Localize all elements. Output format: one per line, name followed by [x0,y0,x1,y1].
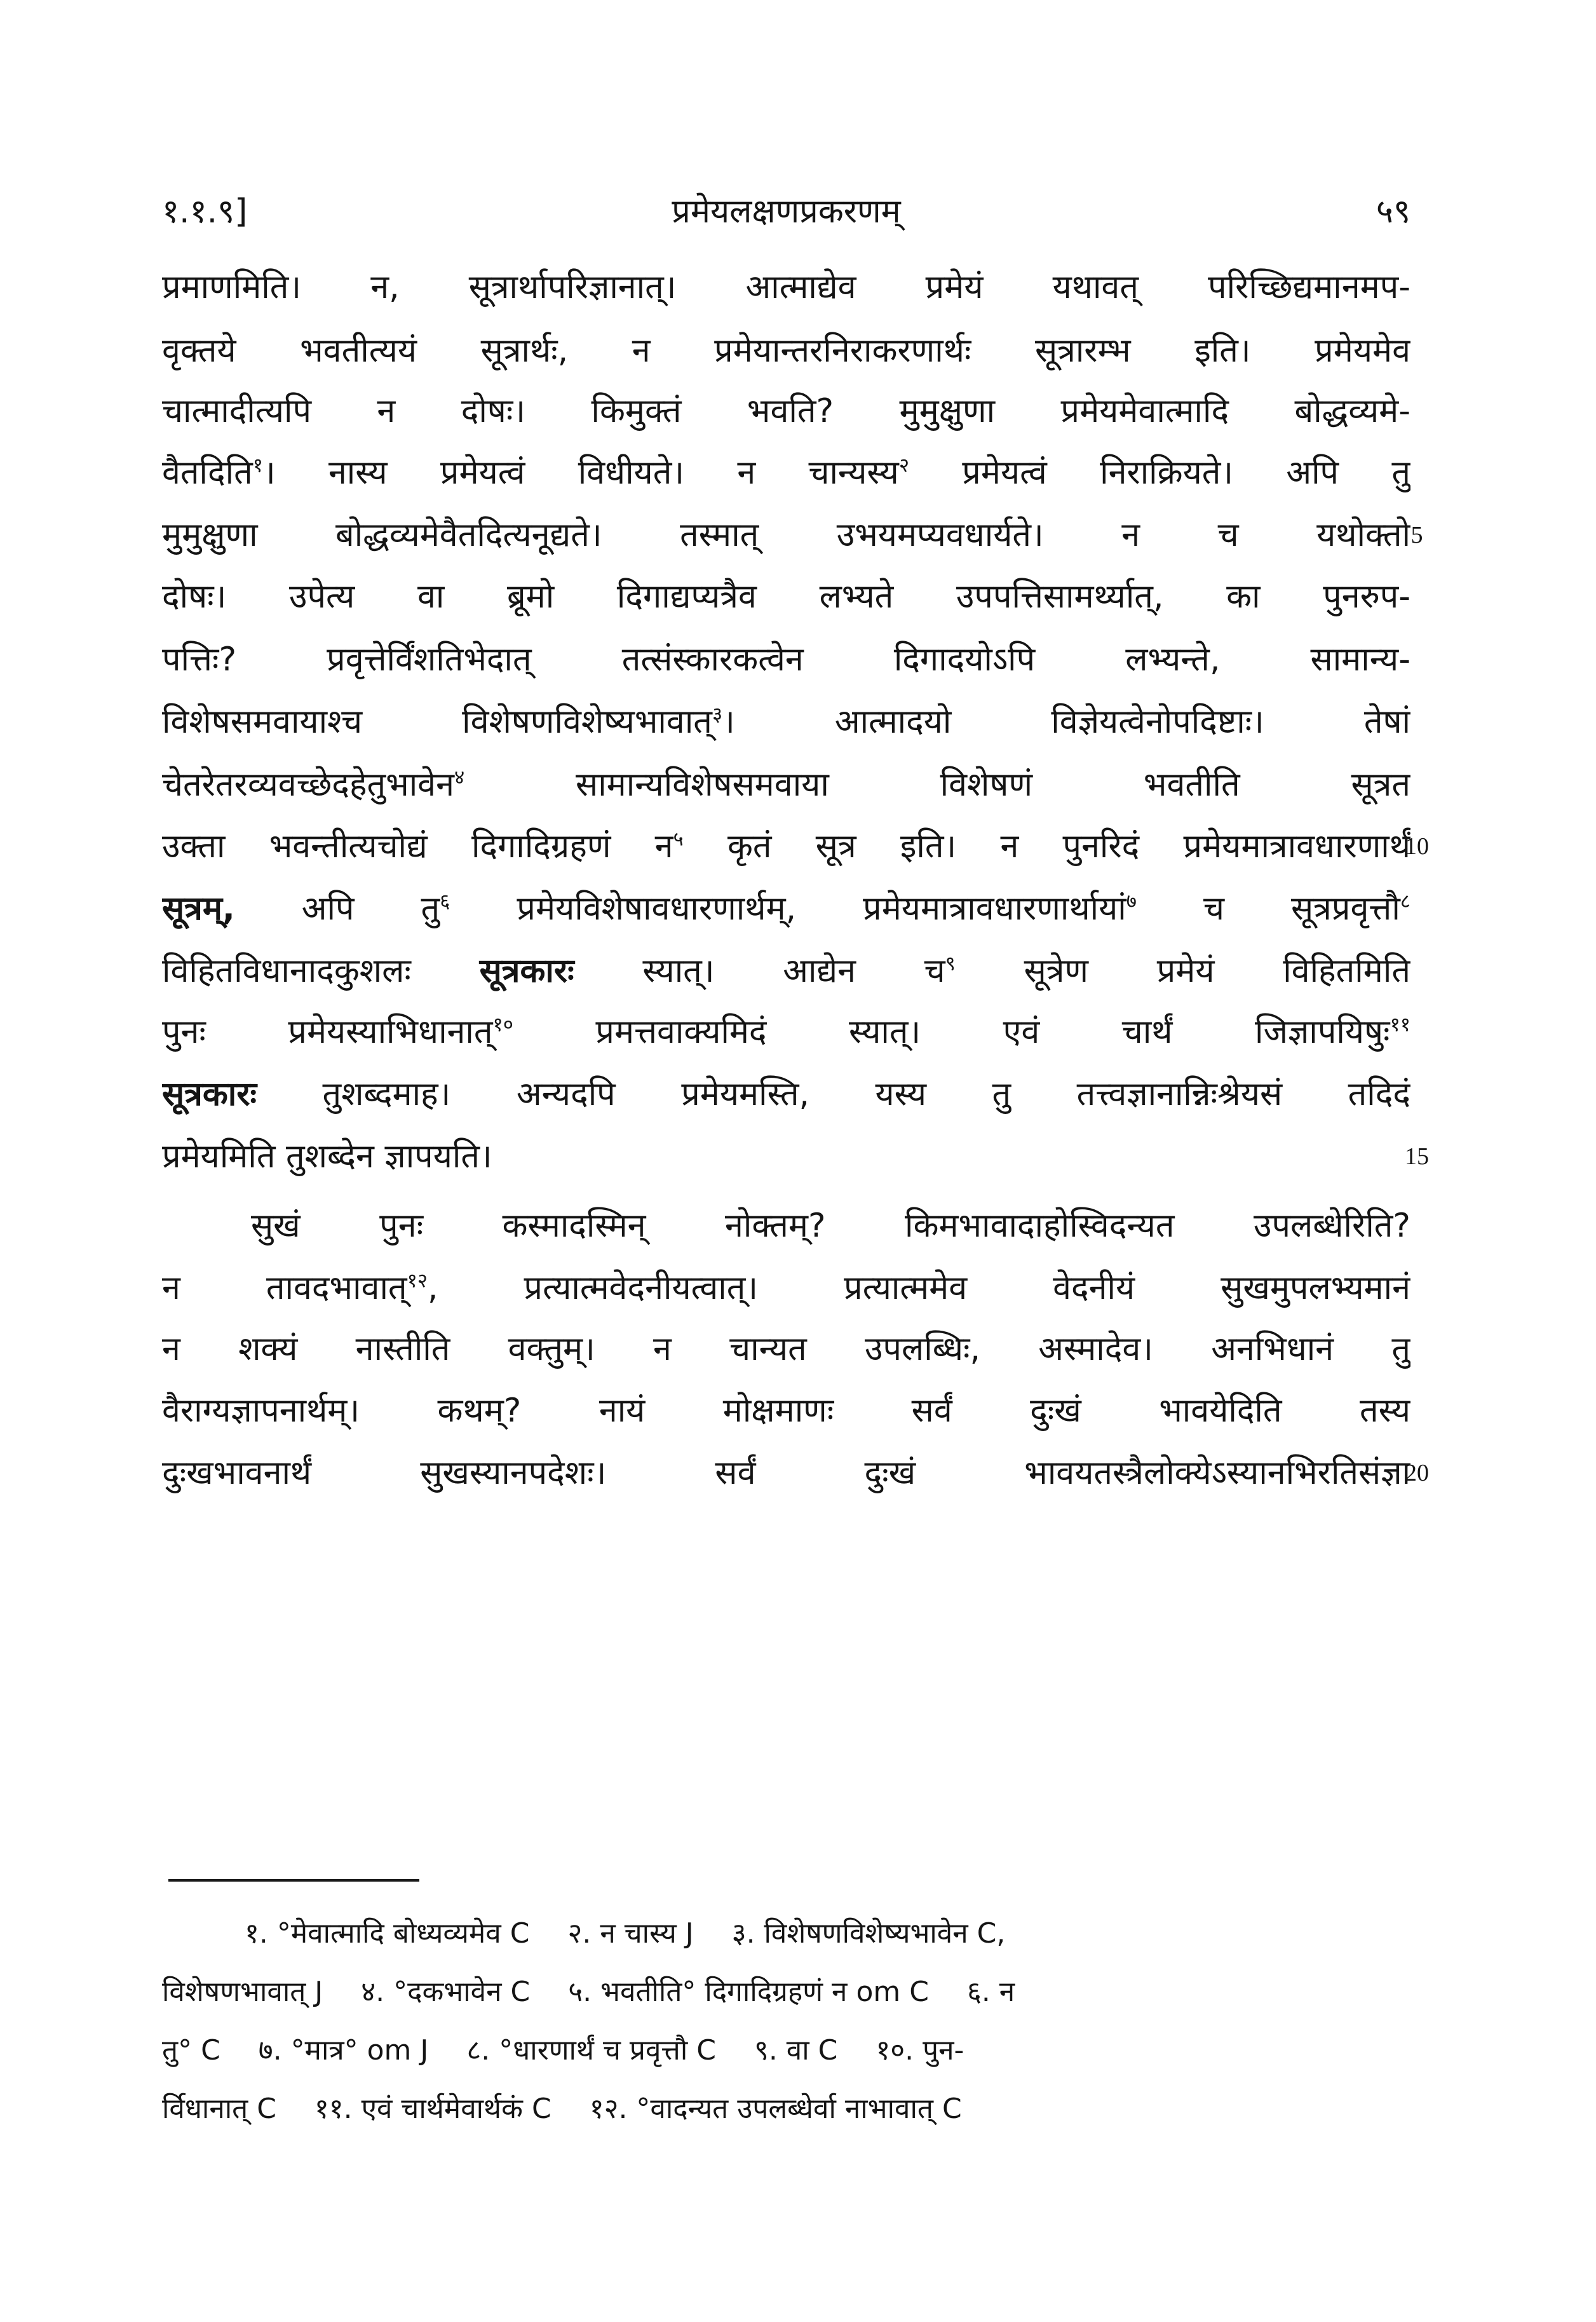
footnote: ३. विशेषणविशेष्यभावेन C, [731,1917,1006,1950]
footnote-ref: ५ [673,827,684,851]
text-line: चेतरेतरव्यवच्छेदहेतुभावेन$^४$ सामान्यविशेषसमवाया विशेषणं भवतीति सूत्रत [162,766,1410,804]
text-line: प्रमाणमिति। न, सूत्रार्थापरिज्ञानात्। आत्माद्येव प्रमेयं यथावत् परिच्छिद्यमानमप- [162,268,1410,306]
line-number: 20 [1405,1460,1429,1486]
footnote-ref: १२ [407,1269,428,1293]
footnote: र्विधानात् C [162,2093,276,2125]
footnote: तु° C [162,2034,220,2067]
footnote: २. न चास्य J [567,1917,694,1950]
footnote: ४. °दकभावेन C [361,1976,531,2008]
text-line: न तावदभावात्$^{१२}$, प्रत्यात्मवेदनीयत्वात्। प्रत्यात्ममेव वेदनीयं सुखमुपलभ्यमानं [162,1269,1410,1307]
text-line: दोषः। उपेत्य वा ब्रूमो दिगाद्यप्यत्रैव लभ्यते उपपत्तिसामर्थ्यात्, का पुनरुप- [162,578,1410,616]
text-line: पत्तिः? प्रवृत्तेर्विंशतिभेदात् तत्संस्कारकत्वेन दिगादयोऽपि लभ्यन्ते, सामान्य- [162,641,1410,679]
footnote-line [162,2028,1410,2073]
footnote: विशेषणभावात् J [162,1976,323,2008]
footnote-ref: ३ [712,703,723,726]
footnote: १. °मेवात्मादि बोध्यव्यमेव C [245,1917,530,1950]
text-line: पुनः प्रमेयस्याभिधानात्$^{१०}$ प्रमत्तवाक्यमिदं स्यात्। एवं चार्थं जिज्ञापयिषुः$^{११}$ [162,1013,1410,1051]
running-header [162,187,1410,238]
footnote: ५. भवतीति° दिगादिग्रहणं न om C [568,1976,929,2008]
footnote-ref: ८ [1400,890,1410,913]
footnote-line [162,1911,1410,1956]
footnote-ref: ६ [440,890,450,913]
footnote: ६. न [966,1976,1015,2008]
text-line: चात्मादीत्यपि न दोषः। किमुक्तं भवति? मुमुक्षुणा प्रमेयमेवात्मादि बोद्धव्यमे- [162,392,1410,430]
footnote-line [162,2087,1410,2131]
text-line: मुमुक्षुणा बोद्धव्यमेवैतदित्यनूद्यते। तस्मात् उभयमप्यवधार्यते। न च यथोक्तो [162,516,1410,554]
text-line: उक्ता भवन्तीत्यचोद्यं दिगादिग्रहणं न$^५$ कृतं सूत्र इति। न पुनरिदं प्रमेयमात्रावधारणार्थं [162,827,1410,866]
footnote-line [162,1970,1410,2014]
footnote: १२. °वादन्यत उपलब्धेर्वा नाभावात् C [589,2093,962,2125]
footnote-ref: ११ [1390,1013,1410,1036]
line-number: 5 [1410,522,1423,548]
footnote-ref: ९ [945,952,956,975]
text-line: विशेषसमवायाश्च विशेषणविशेष्यभावात्$^३$। आत्मादयो विज्ञेयत्वेनोपदिष्टाः। तेषां [162,703,1410,741]
text-line: वैराग्यज्ञापनार्थम्। कथम्? नायं मोक्षमाणः सर्वं दुःखं भावयेदिति तस्य [162,1392,1410,1430]
footnote-ref: २ [898,454,910,477]
footnote-ref: १० [492,1013,513,1036]
footnote-separator [168,1879,419,1882]
text-line: दुःखभावनार्थं सुखस्यानपदेशः। सर्वं दुःखं भावयतस्त्रैलोक्येऽस्यानभिरतिसंज्ञा [162,1454,1410,1492]
footnote: ८. °धारणार्थं च प्रवृत्तौ C [466,2034,716,2067]
page-number: ५९ [1376,193,1410,231]
text-line: न शक्यं नास्तीति वक्तुम्। न चान्यत उपलब्धिः, अस्मादेव। अनभिधानं तु [162,1330,1410,1368]
footnote-ref: १ [252,454,263,477]
section-reference: १.१.९] [162,193,248,231]
text-line: विहितविधानादकुशलः सूत्रकारः स्यात्। आद्येन च$^९$ सूत्रेण प्रमेयं विहितमिति [162,952,1410,990]
paragraph-start-line: सुखं पुनः कस्मादस्मिन् नोक्तम्? किमभावादाहोस्विदन्यत उपलब्धेरिति? [251,1207,1410,1245]
footnote: १०. पुन- [876,2034,964,2067]
text-line: वैतदिति$^१$। नास्य प्रमेयत्वं विधीयते। न चान्यस्य$^२$ प्रमेयत्वं निराक्रियते। अपि तु [162,454,1410,492]
text-line: वृक्तये भवतीत्ययं सूत्रार्थः, न प्रमेयान्तरनिराकरणार्थः सूत्रारम्भ इति। प्रमेयमेव [162,332,1410,370]
footnote-ref: ७ [1126,890,1137,913]
footnote: ११. एवं चार्थमेवार्थकं C [314,2093,551,2125]
text-line: सूत्रकारः तुशब्दमाह। अन्यदपि प्रमेयमस्ति, यस्य तु तत्त्वज्ञानान्निःश्रेयसं तदिदं [162,1075,1410,1113]
line-number: 15 [1405,1143,1429,1170]
text-line: प्रमेयमिति तुशब्देन ज्ञापयति। [162,1137,492,1176]
text-line: सूत्रम्, अपि तु$^६$ प्रमेयविशेषावधारणार्थम्, प्रमेयमात्रावधारणार्थायां$^७$ च सूत्रप्रवृत्तौ$^८$ [162,890,1410,928]
running-title: प्रमेयलक्षणप्रकरणम् [672,193,901,231]
footnote: ९. वा C [754,2034,838,2067]
footnote: ७. °मात्र° om J [258,2034,429,2067]
line-number: 10 [1405,833,1429,860]
footnote-ref: ४ [454,766,465,789]
